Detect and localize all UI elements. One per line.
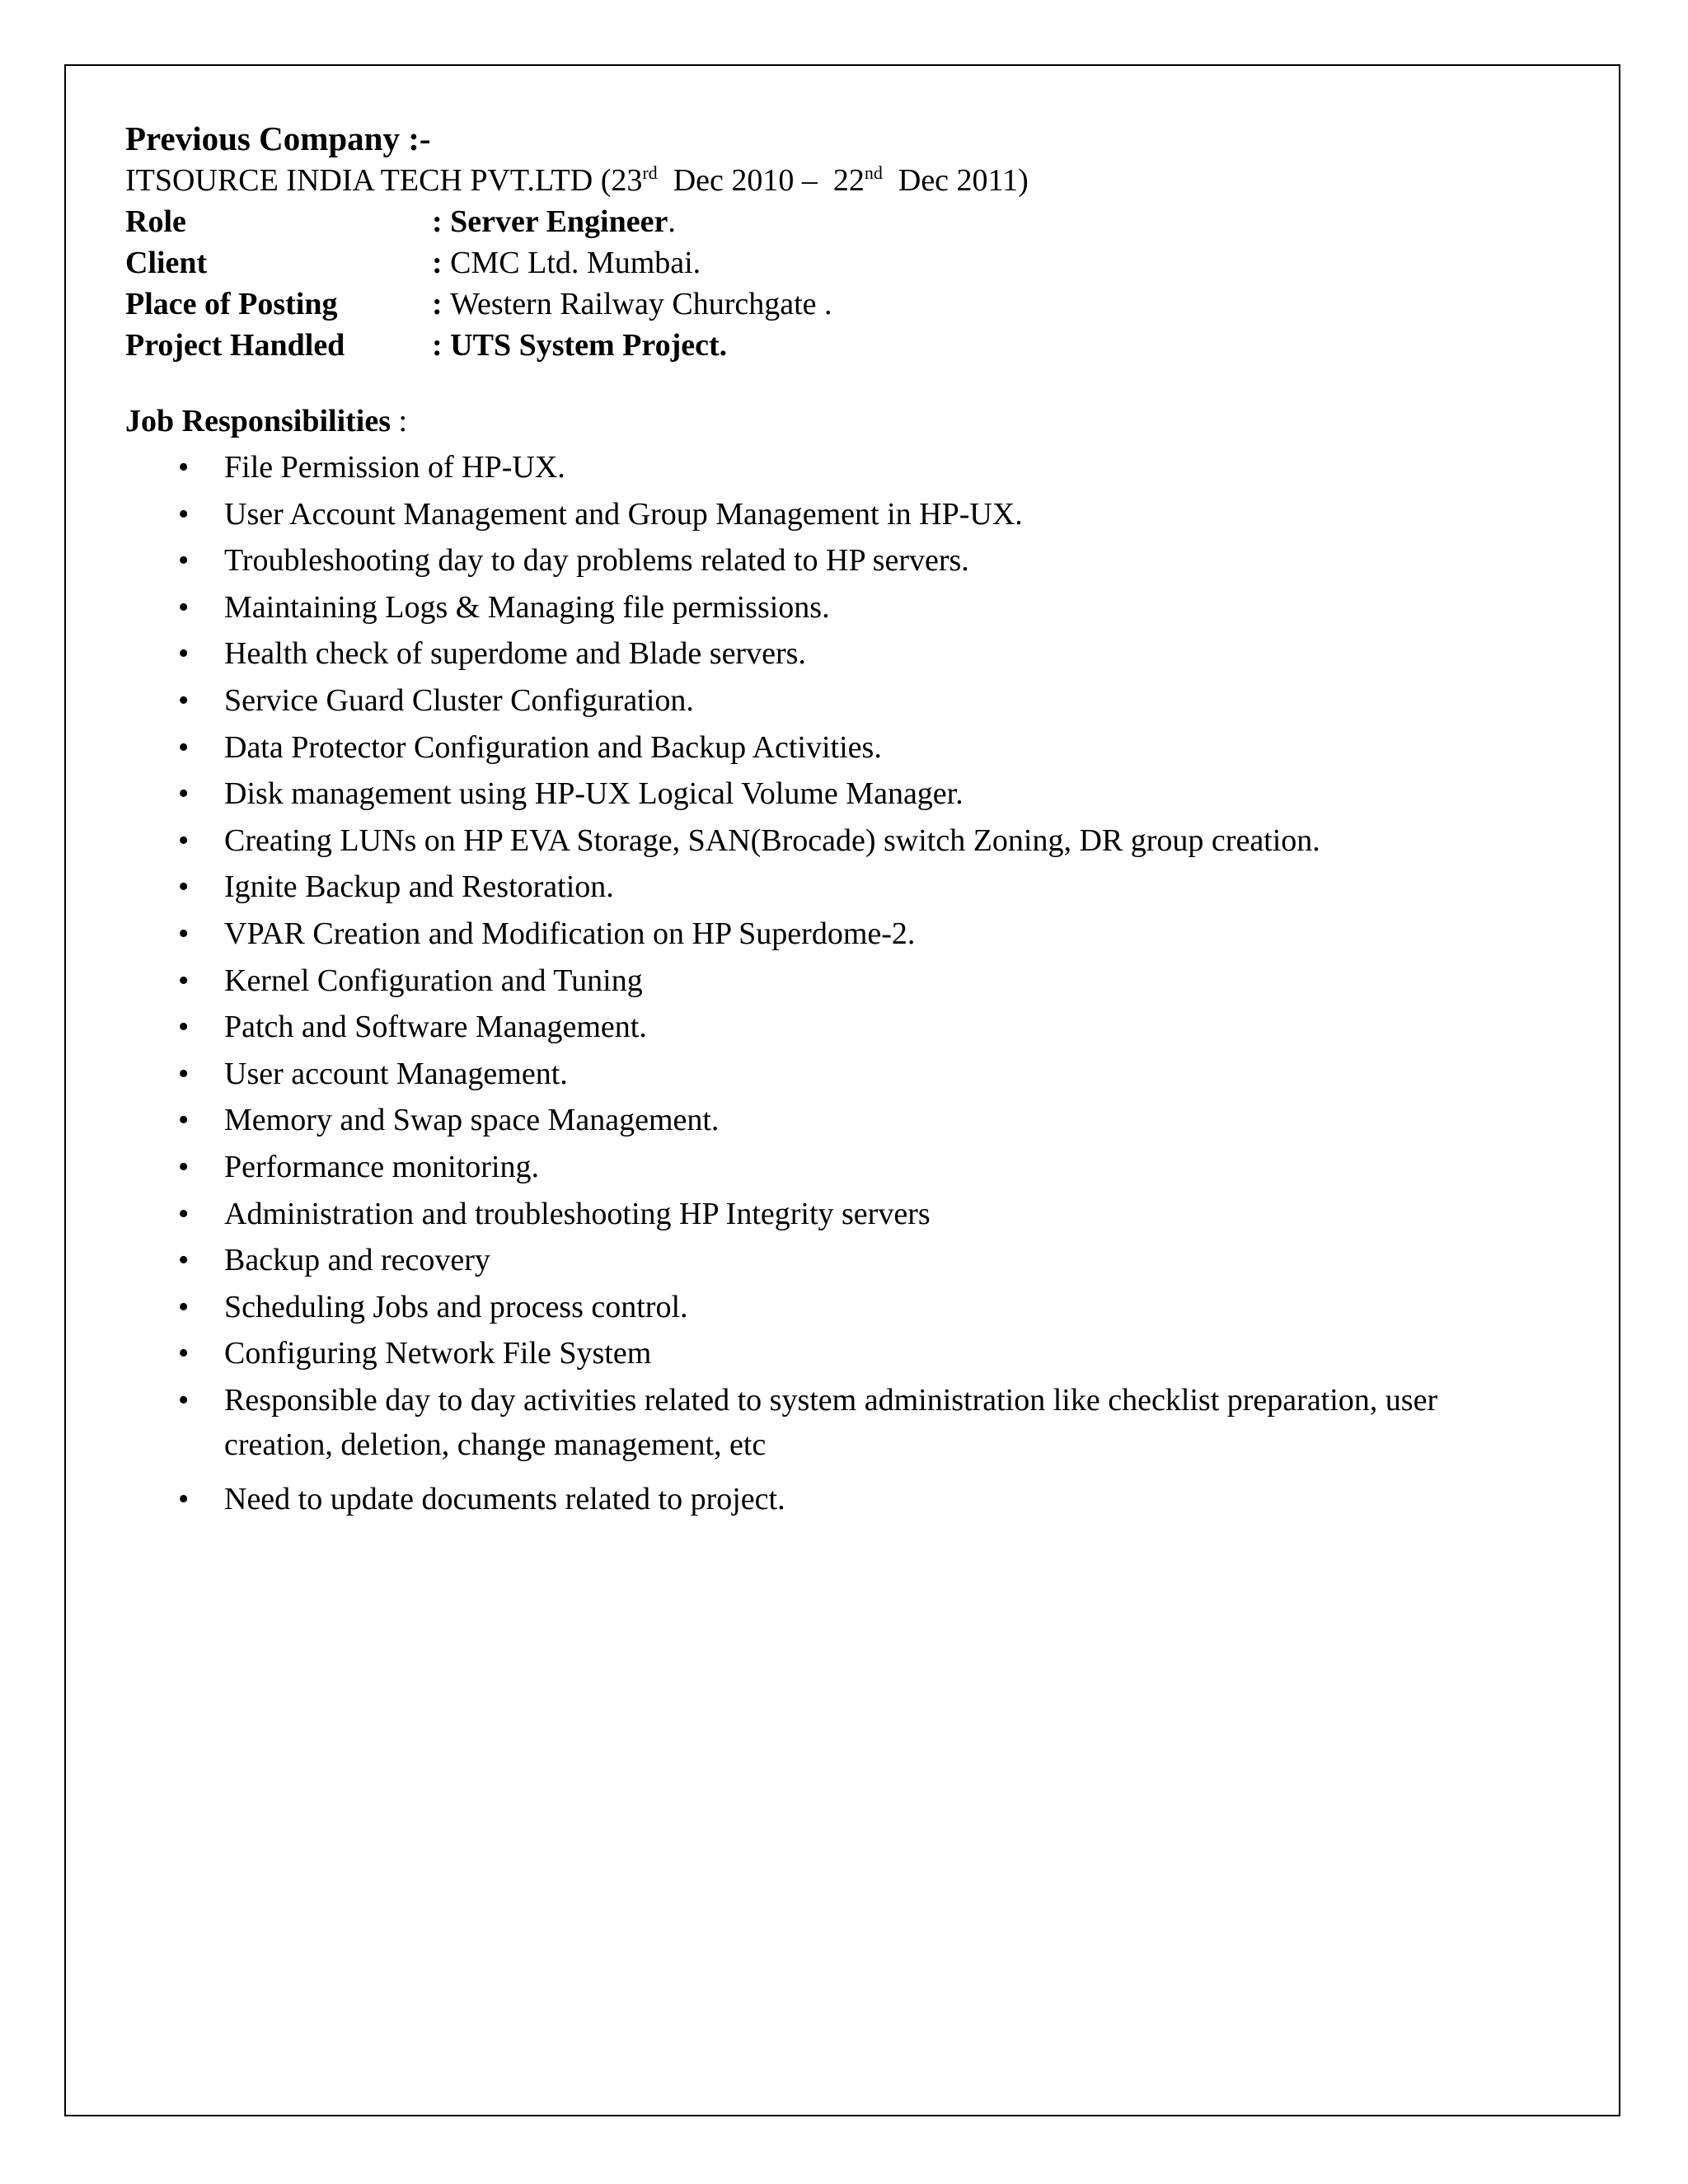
list-item: • Responsible day to day activities related to system administration like checklist preparation, user creation, deletion, change management, etc <box>125 1378 1477 1470</box>
list-item: • Troubleshooting day to day problems related to HP servers. <box>125 538 1559 585</box>
responsibilities-list <box>125 445 1559 1523</box>
list-item: • Ignite Backup and Restoration. <box>125 865 1559 912</box>
bullet-icon: • <box>178 1382 190 1418</box>
list-item: • Administration and troubleshooting HP Integrity servers <box>125 1192 1559 1239</box>
bullet-icon: • <box>178 636 190 672</box>
bullet-icon: • <box>178 589 190 625</box>
bullet-icon: • <box>178 823 190 858</box>
client-label: Client <box>125 246 208 280</box>
client-row <box>125 242 1559 284</box>
list-item: • Disk management using HP-UX Logical Volume Manager. <box>125 771 1559 818</box>
start-date-suffix: rd <box>642 162 658 183</box>
list-item: • Backup and recovery <box>125 1238 1559 1285</box>
bullet-icon: • <box>178 450 190 485</box>
list-item: • Patch and Software Management. <box>125 1005 1559 1052</box>
list-item: • Service Guard Cluster Configuration. <box>125 678 1559 725</box>
bullet-icon: • <box>178 729 190 765</box>
list-item: • Maintaining Logs & Managing file permissions. <box>125 585 1559 632</box>
list-item: • Scheduling Jobs and process control. <box>125 1285 1559 1332</box>
company-line <box>125 160 1559 201</box>
date-range-end: Dec 2011) <box>882 163 1029 198</box>
project-value: : UTS System Project. <box>432 328 728 363</box>
bullet-icon: • <box>178 1481 190 1516</box>
role-value: : Server Engineer. <box>432 204 676 239</box>
list-item: • Memory and Swap space Management. <box>125 1098 1559 1145</box>
posting-label: Place of Posting <box>125 287 338 321</box>
project-row <box>125 325 1559 366</box>
posting-value: : Western Railway Churchgate . <box>432 287 832 321</box>
bullet-icon: • <box>178 1149 190 1184</box>
bullet-icon: • <box>178 1196 190 1231</box>
list-item: • Data Protector Configuration and Backup Activities. <box>125 725 1559 772</box>
responsibilities-title: Job Responsibilities : <box>125 404 408 438</box>
date-range-middle: Dec 2010 – 22 <box>657 163 865 198</box>
bullet-icon: • <box>178 776 190 812</box>
bullet-icon: • <box>178 1103 190 1138</box>
bullet-icon: • <box>178 496 190 532</box>
section-heading: Previous Company :- <box>125 120 431 157</box>
bullet-icon: • <box>178 1336 190 1371</box>
role-label: Role <box>125 204 186 239</box>
list-item: • User Account Management and Group Management in HP-UX. <box>125 492 1559 539</box>
client-value: : CMC Ltd. Mumbai. <box>432 246 701 280</box>
bullet-icon: • <box>178 1010 190 1045</box>
bullet-icon: • <box>178 869 190 905</box>
list-item: • Performance monitoring. <box>125 1145 1559 1192</box>
list-item: • Kernel Configuration and Tuning <box>125 958 1559 1005</box>
bullet-icon: • <box>178 916 190 951</box>
list-item: • User account Management. <box>125 1052 1559 1099</box>
list-item: • Need to update documents related to project. <box>125 1477 1559 1524</box>
bullet-icon: • <box>178 963 190 998</box>
bullet-icon: • <box>178 543 190 579</box>
posting-row <box>125 284 1559 325</box>
list-item: • Creating LUNs on HP EVA Storage, SAN(Brocade) switch Zoning, DR group creation. <box>125 818 1559 865</box>
bullet-icon: • <box>178 1243 190 1278</box>
bullet-icon: • <box>178 682 190 718</box>
list-item: • File Permission of HP-UX. <box>125 445 1559 492</box>
list-item: • VPAR Creation and Modification on HP Superdome-2. <box>125 912 1559 958</box>
bullet-icon: • <box>178 1289 190 1324</box>
end-date-suffix: nd <box>864 162 883 183</box>
document-content <box>125 117 1559 1523</box>
list-item: • Health check of superdome and Blade servers. <box>125 631 1559 678</box>
project-label: Project Handled <box>125 328 345 363</box>
bullet-icon: • <box>178 1056 190 1091</box>
role-row <box>125 201 1559 242</box>
list-item: • Configuring Network File System <box>125 1331 1559 1378</box>
company-name: ITSOURCE INDIA TECH PVT.LTD (23 <box>125 163 643 198</box>
